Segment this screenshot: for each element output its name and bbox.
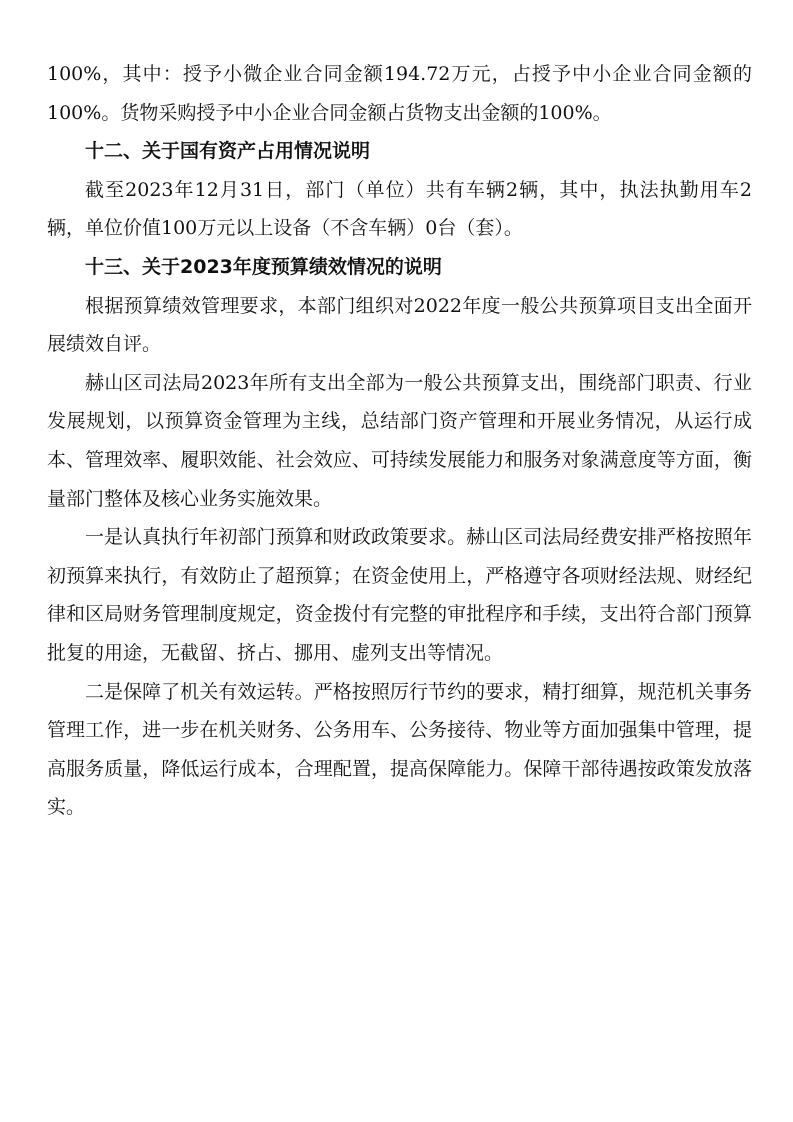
paragraph-state-assets: 截至2023年12月31日，部门（单位）共有车辆2辆，其中，执法执勤用车2辆，单位价值100万元以上设备（不含车辆）0台（套）。 (47, 178, 752, 240)
paragraph-performance-point-1: 一是认真执行年初部门预算和财政政策要求。赫山区司法局经费安排严格按照年初预算来执行，有效防止了超预算；在资金使用上，严格遵守各项财经法规、财经纪律和区局财务管理制度规定，资金拨付有完整的审批程序和手续，支出符合部门预算批复的用途，无截留、挤占、挪用、虚列支出等情况。 (47, 526, 752, 664)
paragraph-performance-overview: 赫山区司法局2023年所有支出全部为一般公共预算支出，围绕部门职责、行业发展规划，以预算资金管理为主线，总结部门资产管理和开展业务情况，从运行成本、管理效率、履职效能、社会效应、可持续发展能力和服务对象满意度等方面，衡量部门整体及核心业务实施效果。 (47, 371, 752, 510)
paragraph-procurement-continued: 100%，其中：授予小微企业合同金额194.72万元，占授予中小企业合同金额的100%。货物采购授予中小企业合同金额占货物支出金额的100%。 (47, 63, 752, 124)
paragraph-performance-point-2: 二是保障了机关有效运转。严格按照厉行节约的要求，精打细算，规范机关事务管理工作，进一步在机关财务、公务用车、公务接待、物业等方面加强集中管理，提高服务质量，降低运行成本，合理配置，提高保障能力。保障干部待遇按政策发放落实。 (47, 680, 752, 819)
document-page (47, 55, 752, 827)
heading-state-assets: 十二、关于国有资产占用情况说明 (85, 140, 371, 163)
paragraph-performance-intro: 根据预算绩效管理要求，本部门组织对2022年度一般公共预算项目支出全面开展绩效自评。 (47, 294, 752, 356)
heading-budget-performance: 十三、关于2023年度预算绩效情况的说明 (85, 255, 442, 278)
